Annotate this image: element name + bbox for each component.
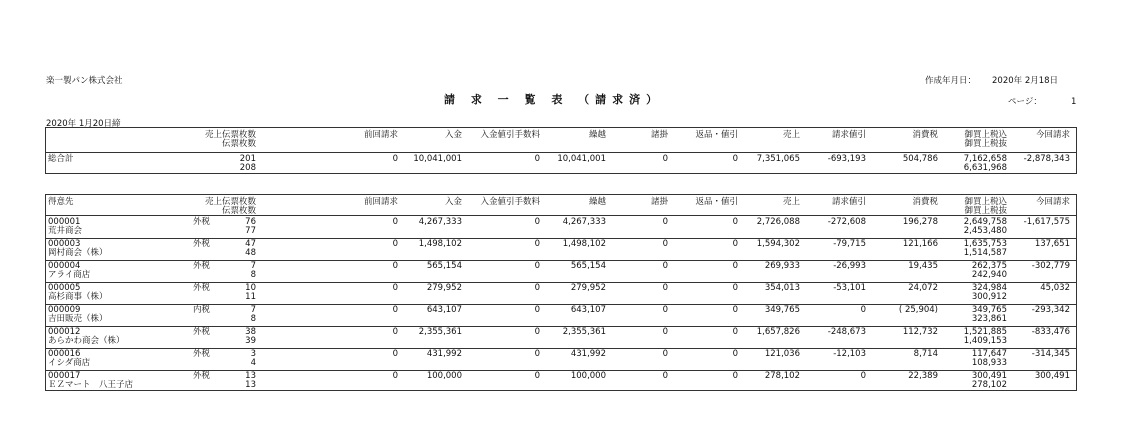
cell-deposit: 279,952 [426,283,462,293]
cell-deposit: 431,992 [426,349,462,359]
created-label: 作成年月日： [925,76,977,86]
col-returns: 返品・値引 [695,197,738,207]
cell-fee: 0 [534,349,540,359]
cell-sales: 269,933 [764,261,800,271]
cell-current: -1,617,575 [1023,217,1070,227]
customer-code: 000003 [48,239,81,249]
cell-returns: 0 [732,371,738,381]
cell-carry: 1,498,102 [562,239,606,249]
cell-prev: 0 [392,371,398,381]
col-deposit: 入金 [444,197,462,207]
cell-tax: 121,166 [902,239,938,249]
tax-type: 外税 [193,283,211,293]
cell-carry: 279,952 [570,283,606,293]
cell-fee: 0 [534,283,540,293]
cell-purchase-excl: 1,409,153 [963,336,1007,346]
slips-1: 47 [245,239,256,249]
cell-discount: -53,101 [833,283,866,293]
summary-divider [45,152,1077,153]
slips-1: 76 [245,217,256,227]
cell-deposit: 1,498,102 [418,239,462,249]
customer-code: 000016 [48,349,81,359]
slips-2: 8 [250,270,256,280]
report-title: 請 求 一 覧 表 （請求済） [444,93,664,106]
cell-sales: 354,013 [764,283,800,293]
customer-name: ＥＺマート 八王子店 [48,380,134,390]
col-sales: 売上 [782,197,800,207]
detail-header-divider [45,215,1077,216]
tax-type: 内税 [193,305,211,315]
col-purchase-excl: 御買上税抜 [964,139,1007,149]
customer-name: アライ商店 [48,270,91,280]
cell-purchase-excl: 2,453,480 [963,226,1007,236]
cell-prev: 0 [392,261,398,271]
cell-purchase-incl: 7,162,658 [963,154,1007,164]
cell-carry: 10,041,001 [557,154,606,164]
cell-current: 137,651 [1034,239,1070,249]
cell-sales: 1,594,302 [756,239,800,249]
customer-code: 000012 [48,327,81,337]
cell-tax: 8,714 [913,349,938,359]
col-fee: 入金値引手数料 [480,130,540,140]
slips-2: 11 [245,292,256,302]
tax-type: 外税 [193,261,211,271]
tax-type: 外税 [193,239,211,249]
cell-discount: -272,608 [827,217,866,227]
cell-returns: 0 [732,327,738,337]
cell-carry: 643,107 [570,305,606,315]
cell-sales: 278,102 [764,371,800,381]
customer-name: イシダ商店 [48,358,91,368]
slips-2: 77 [245,226,256,236]
cell-current: 300,491 [1034,371,1070,381]
customer-name: あらかわ商会（株） [48,336,125,346]
cell-purchase-incl: 1,635,753 [963,239,1007,249]
cell-tax: 196,278 [902,217,938,227]
cell-fee: 0 [534,327,540,337]
cell-returns: 0 [732,239,738,249]
col-current: 今回請求 [1035,197,1070,207]
col-customer: 得意先 [48,197,74,207]
cell-deposit: 2,355,361 [418,327,462,337]
col-discount: 請求値引 [831,197,866,207]
cell-sales: 121,036 [764,349,800,359]
cell-returns: 0 [732,261,738,271]
cell-discount: -26,993 [833,261,866,271]
slips-2: 208 [239,163,256,173]
col-slip-count: 売上伝票枚数 [204,197,256,207]
cell-tax: 24,072 [908,283,938,293]
customer-code: 000009 [48,305,81,315]
cell-sales: 349,765 [764,305,800,315]
col-misc: 諸掛 [650,197,668,207]
cell-returns: 0 [732,349,738,359]
cell-purchase-excl: 300,912 [971,292,1007,302]
cell-tax: 112,732 [902,327,938,337]
cell-purchase-incl: 349,765 [971,305,1007,315]
cutoff-date: 2020年 1月20日締 [46,119,121,129]
cell-current: -833,476 [1031,327,1070,337]
cell-returns: 0 [732,217,738,227]
cell-prev: 0 [392,305,398,315]
cell-sales: 7,351,065 [756,154,800,164]
customer-name: 高杉商事（株） [48,292,108,302]
cell-deposit: 100,000 [426,371,462,381]
slips-1: 7 [250,305,256,315]
cell-deposit: 10,041,001 [413,154,462,164]
cell-fee: 0 [534,305,540,315]
cell-fee: 0 [534,154,540,164]
cell-purchase-incl: 324,984 [971,283,1007,293]
cell-fee: 0 [534,371,540,381]
cell-purchase-incl: 117,647 [971,349,1007,359]
col-current: 今回請求 [1035,130,1070,140]
cell-purchase-incl: 262,375 [971,261,1007,271]
summary-label: 総合計 [48,154,74,164]
cell-discount: 0 [860,371,866,381]
col-tax: 消費税 [912,197,938,207]
cell-purchase-incl: 1,521,885 [963,327,1007,337]
col-returns: 返品・値引 [695,130,738,140]
cell-current: 45,032 [1040,283,1070,293]
cell-tax: 504,786 [902,154,938,164]
cell-misc: 0 [662,371,668,381]
cell-misc: 0 [662,327,668,337]
col-purchase-incl: 御買上税込 [964,130,1007,140]
cell-tax: ( 25,904) [898,305,938,315]
page-label: ページ： [1008,97,1042,107]
cell-prev: 0 [392,154,398,164]
cell-returns: 0 [732,283,738,293]
cell-deposit: 4,267,333 [418,217,462,227]
col-slip-count: 売上伝票枚数 [204,130,256,140]
col-slip-count-2: 伝票枚数 [221,206,256,216]
col-discount: 請求値引 [831,130,866,140]
tax-type: 外税 [193,327,211,337]
cell-misc: 0 [662,349,668,359]
cell-discount: 0 [860,305,866,315]
cell-current: -293,342 [1031,305,1070,315]
cell-misc: 0 [662,261,668,271]
slips-2: 48 [245,248,256,258]
tax-type: 外税 [193,371,211,381]
slips-1: 10 [245,283,256,293]
cell-purchase-excl: 6,631,968 [963,163,1007,173]
col-sales: 売上 [782,130,800,140]
col-purchase-incl: 御買上税込 [964,197,1007,207]
slips-2: 4 [250,358,256,368]
cell-prev: 0 [392,283,398,293]
cell-carry: 2,355,361 [562,327,606,337]
customer-name: 荒井商会 [48,226,83,236]
col-prev: 前回請求 [363,197,398,207]
tax-type: 外税 [193,217,211,227]
cell-purchase-excl: 108,933 [971,358,1007,368]
created-date: 2020年 2月18日 [992,76,1059,86]
customer-name: 吉田販売（株） [48,314,108,324]
slips-1: 13 [245,371,256,381]
col-purchase-excl: 御買上税抜 [964,206,1007,216]
cell-sales: 2,726,088 [756,217,800,227]
customer-code: 000001 [48,217,81,227]
col-misc: 諸掛 [650,130,668,140]
cell-purchase-excl: 242,940 [971,270,1007,280]
cell-carry: 100,000 [570,371,606,381]
cell-misc: 0 [662,305,668,315]
company-name: 楽一製パン株式会社 [46,76,123,86]
cell-returns: 0 [732,305,738,315]
cell-fee: 0 [534,261,540,271]
cell-current: -302,779 [1031,261,1070,271]
customer-code: 000017 [48,371,81,381]
slips-1: 7 [250,261,256,271]
cell-purchase-excl: 1,514,587 [963,248,1007,258]
customer-code: 000005 [48,283,81,293]
cell-carry: 565,154 [570,261,606,271]
col-deposit: 入金 [444,130,462,140]
customer-code: 000004 [48,261,81,271]
cell-prev: 0 [392,239,398,249]
slips-1: 3 [250,349,256,359]
cell-misc: 0 [662,239,668,249]
cell-purchase-excl: 278,102 [971,380,1007,390]
col-carry: 繰越 [588,197,606,207]
col-prev: 前回請求 [363,130,398,140]
tax-type: 外税 [193,349,211,359]
cell-discount: -248,673 [827,327,866,337]
slips-2: 39 [245,336,256,346]
col-tax: 消費税 [912,130,938,140]
cell-current: -314,345 [1031,349,1070,359]
cell-misc: 0 [662,154,668,164]
slips-1: 38 [245,327,256,337]
cell-prev: 0 [392,327,398,337]
cell-prev: 0 [392,349,398,359]
cell-discount: -693,193 [827,154,866,164]
cell-carry: 4,267,333 [562,217,606,227]
cell-current: -2,878,343 [1023,154,1070,164]
cell-carry: 431,992 [570,349,606,359]
slips-2: 13 [245,380,256,390]
cell-purchase-incl: 2,649,758 [963,217,1007,227]
cell-purchase-excl: 323,861 [971,314,1007,324]
cell-deposit: 565,154 [426,261,462,271]
page-number: 1 [1071,97,1077,107]
cell-purchase-incl: 300,491 [971,371,1007,381]
slips-1: 201 [239,154,256,164]
cell-discount: -12,103 [833,349,866,359]
cell-prev: 0 [392,217,398,227]
slips-2: 8 [250,314,256,324]
cell-discount: -79,715 [833,239,866,249]
cell-misc: 0 [662,217,668,227]
customer-name: 岡村商会（株） [48,248,108,258]
cell-sales: 1,657,826 [756,327,800,337]
cell-fee: 0 [534,239,540,249]
col-fee: 入金値引手数料 [480,197,540,207]
cell-deposit: 643,107 [426,305,462,315]
cell-tax: 19,435 [908,261,938,271]
col-slip-count-2: 伝票枚数 [221,139,256,149]
cell-returns: 0 [732,154,738,164]
col-carry: 繰越 [588,130,606,140]
cell-misc: 0 [662,283,668,293]
cell-tax: 22,389 [908,371,938,381]
cell-fee: 0 [534,217,540,227]
